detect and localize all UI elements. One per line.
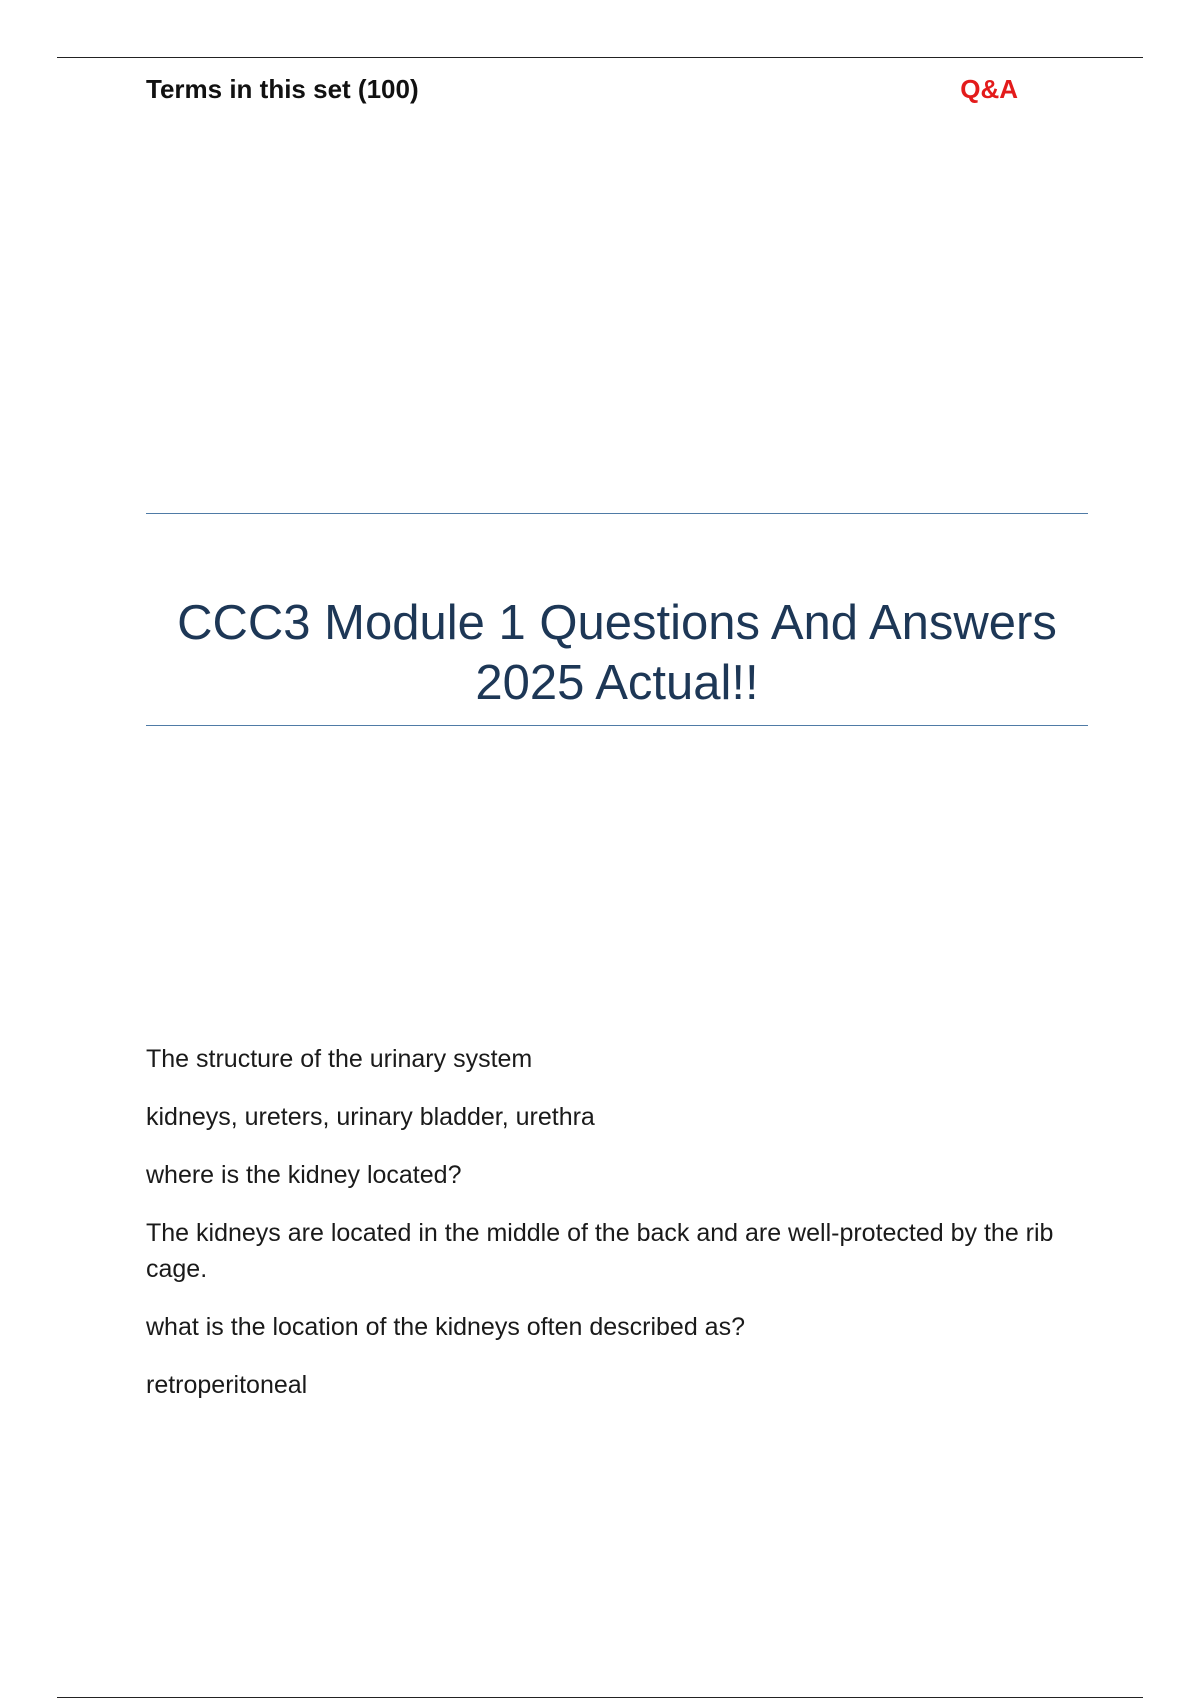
set-header	[146, 74, 1018, 108]
terms-count-label: Terms in this set (100)	[146, 74, 419, 104]
term-answer: retroperitoneal	[146, 1371, 308, 1399]
document-title: CCC3 Module 1 Questions And Answers 2025 Actual!!	[177, 596, 1057, 710]
term-answer: The kidneys are located in the middle of the back and are well-protected by the rib cage.	[146, 1219, 1054, 1283]
title-rule-upper	[146, 513, 1088, 514]
term-question: where is the kidney located?	[146, 1161, 462, 1189]
qa-badge: Q&A	[960, 74, 1018, 104]
page-bottom-rule	[57, 1697, 1143, 1698]
page-top-rule	[57, 57, 1143, 58]
term-question: what is the location of the kidneys often described as?	[146, 1313, 745, 1341]
term-question: The structure of the urinary system	[146, 1045, 533, 1073]
title-rule-lower	[146, 725, 1088, 726]
terms-list	[146, 1041, 1088, 1425]
term-answer: kidneys, ureters, urinary bladder, urethra	[146, 1103, 595, 1131]
